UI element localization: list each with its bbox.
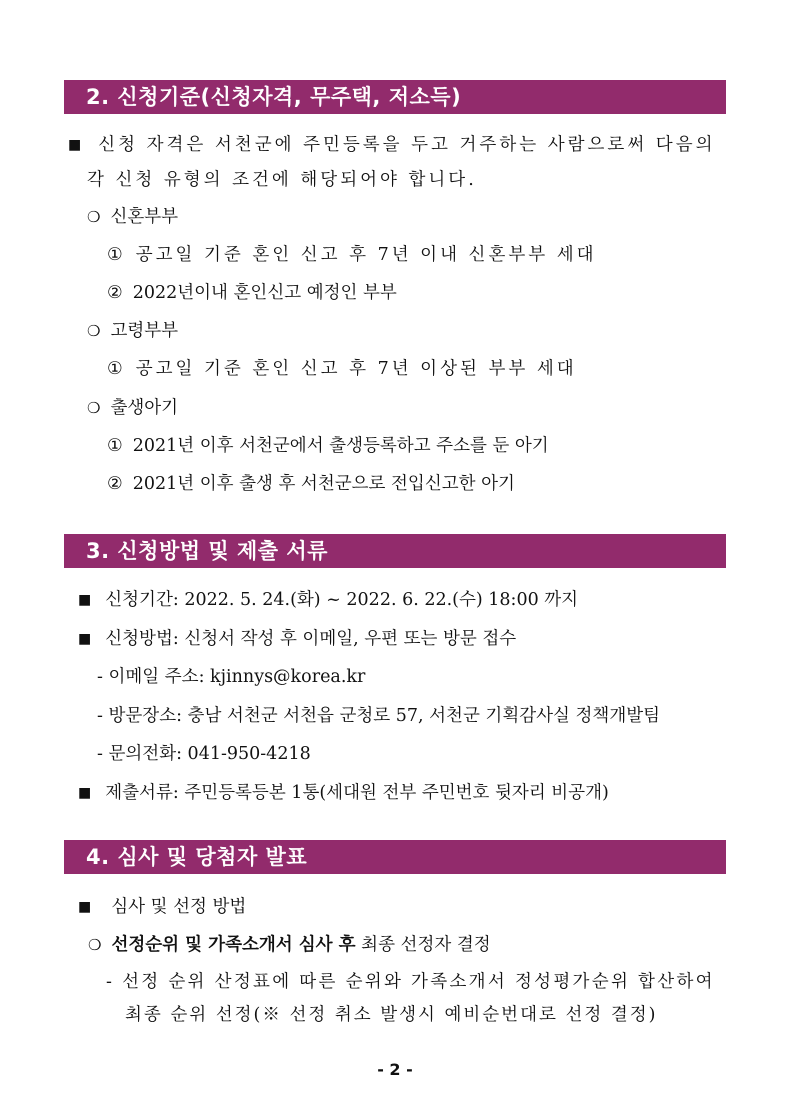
circle-bullet-icon: ❍ — [87, 399, 101, 417]
page-number: - 2 - — [377, 1060, 413, 1079]
group-newlywed-label: ❍ 신혼부부 — [87, 207, 179, 227]
section-3-title: 3. 신청방법 및 제출 서류 — [64, 534, 726, 568]
list-item: ① 2021년 이후 서천군에서 출생등록하고 주소를 둔 아기 — [107, 436, 549, 456]
group-elderly-label: ❍ 고령부부 — [87, 321, 179, 341]
section-4-title: 4. 심사 및 당첨자 발표 — [64, 840, 726, 874]
section-2-intro-line1: ■ 신청 자격은 서천군에 주민등록을 두고 거주하는 사람으로써 다음의 — [68, 135, 716, 155]
section-2-title: 2. 신청기준(신청자격, 무주택, 저소득) — [64, 80, 726, 114]
email-address: - 이메일 주소: kjinnys@korea.kr — [97, 667, 366, 687]
list-item: ② 2021년 이후 출생 후 서천군으로 전입신고한 아기 — [107, 474, 515, 494]
selection-criteria: ❍ 선정순위 및 가족소개서 심사 후 최종 선정자 결정 — [88, 935, 491, 955]
review-heading: ■ 심사 및 선정 방법 — [78, 897, 247, 917]
contact-phone: - 문의전화: 041-950-4218 — [97, 744, 311, 764]
group-baby-label: ❍ 출생아기 — [87, 398, 179, 418]
application-method: ■ 신청방법: 신청서 작성 후 이메일, 우편 또는 방문 접수 — [78, 629, 517, 649]
list-item: ① 공고일 기준 혼인 신고 후 7년 이상된 부부 세대 — [107, 359, 577, 379]
list-item: ② 2022년이내 혼인신고 예정인 부부 — [107, 283, 397, 303]
circle-bullet-icon: ❍ — [88, 936, 102, 954]
visit-location: - 방문장소: 충남 서천군 서천읍 군청로 57, 서천군 기획감사실 정책개발팀 — [97, 706, 661, 726]
application-period: ■ 신청기간: 2022. 5. 24.(화) ~ 2022. 6. 22.(수) 18:00 까지 — [78, 590, 579, 610]
section-2-intro-line2: 각 신청 유형의 조건에 해당되어야 합니다. — [87, 170, 477, 190]
circle-bullet-icon: ❍ — [87, 208, 101, 226]
square-bullet-icon: ■ — [78, 592, 92, 608]
list-item: ① 공고일 기준 혼인 신고 후 7년 이내 신혼부부 세대 — [107, 245, 597, 265]
square-bullet-icon: ■ — [78, 631, 92, 647]
selection-detail-line1: - 선정 순위 산정표에 따른 순위와 가족소개서 정성평가순위 합산하여 — [106, 972, 715, 992]
square-bullet-icon: ■ — [78, 899, 92, 915]
circle-bullet-icon: ❍ — [87, 322, 101, 340]
square-bullet-icon: ■ — [78, 785, 92, 801]
selection-detail-line2: 최종 순위 선정(※ 선정 취소 발생시 예비순번대로 선정 결정) — [125, 1005, 658, 1025]
required-documents: ■ 제출서류: 주민등록등본 1통(세대원 전부 주민번호 뒷자리 비공개) — [78, 783, 609, 803]
square-bullet-icon: ■ — [68, 137, 85, 153]
